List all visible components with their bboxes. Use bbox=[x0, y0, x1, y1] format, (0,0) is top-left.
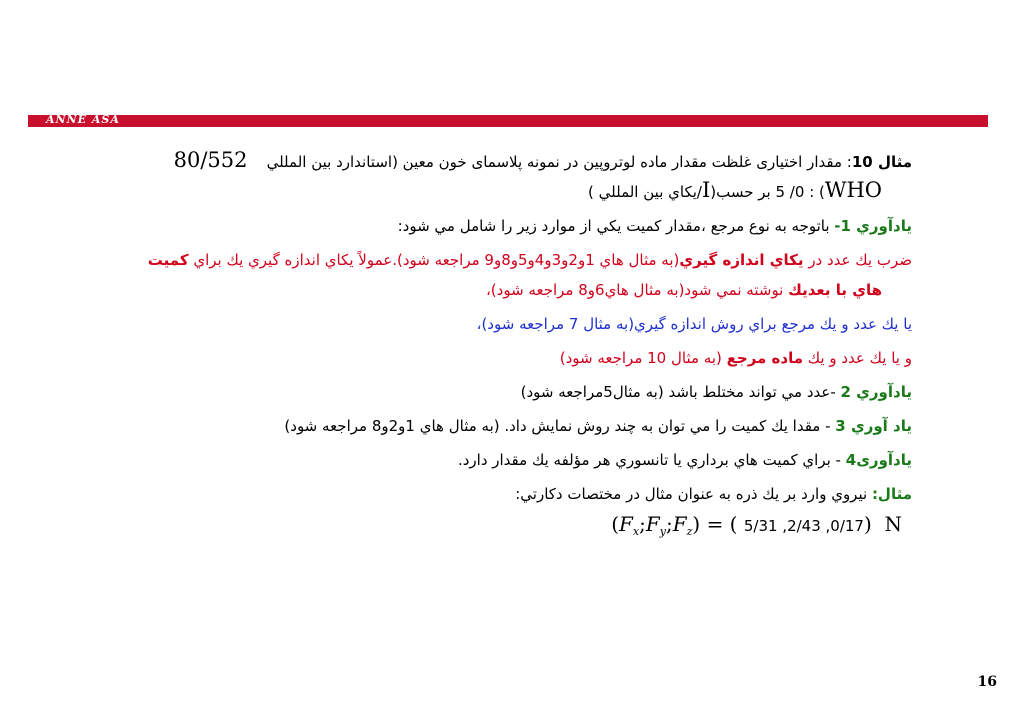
example-10-line2 bbox=[30, 175, 912, 207]
note-2-label: يادآوري 2 bbox=[840, 383, 912, 401]
note-1-red2-paragraph bbox=[30, 343, 912, 373]
formula-f3: F bbox=[672, 512, 687, 536]
note-1-red-d: كميت bbox=[147, 251, 189, 269]
who-label: WHO bbox=[824, 178, 882, 202]
formula-f2: F bbox=[645, 512, 660, 536]
force-formula bbox=[30, 507, 912, 549]
note-1-label: يادآوري 1- bbox=[834, 217, 912, 235]
formula-open: ( bbox=[611, 512, 619, 536]
example-text: نيروي وارد بر يك ذره به عنوان مثال در مختصات دكارتي: bbox=[515, 485, 872, 503]
formula-close: ) bbox=[863, 512, 872, 536]
formula-values: 5/31 ,2/43 ,0/17 bbox=[743, 517, 864, 535]
who-bracket: ) : bbox=[804, 183, 825, 201]
note-2-paragraph bbox=[30, 377, 912, 407]
note-1-paragraph bbox=[30, 211, 912, 241]
formula-f1: F bbox=[619, 512, 633, 536]
example-10-paragraph bbox=[30, 145, 912, 177]
formula-s3: z bbox=[686, 525, 693, 538]
who-unit-text: /يكاي بين المللي ) bbox=[588, 183, 702, 201]
formula-sep2: ; bbox=[665, 512, 673, 536]
note-1-red-e: هاي با بعديك bbox=[788, 281, 882, 299]
note-4-text: - براي كميت هاي برداري يا تانسوري هر مؤلفه يك مقدار دارد. bbox=[457, 451, 846, 469]
example-label: مثال: bbox=[871, 485, 912, 503]
header-bar bbox=[28, 115, 988, 127]
formula-s1: x bbox=[632, 525, 640, 538]
note-1-red-paragraph bbox=[30, 245, 912, 305]
who-unit-i: I bbox=[701, 178, 711, 202]
note-1-text: باتوجه به نوع مرجع ،مقدار كميت يكي از موارد زير را شامل مي شود: bbox=[397, 217, 835, 235]
header-logo: ANNE ASA bbox=[46, 113, 120, 126]
note-4-label: يادآوری4 bbox=[845, 451, 912, 469]
who-number: 5 /0 bbox=[775, 183, 805, 201]
example-10-label: مثال 10 bbox=[851, 153, 912, 171]
note-3-paragraph bbox=[30, 411, 912, 441]
note-1-red-c: (به مثال هاي 1و2و3و4و5و8و9 مراجعه شود).عمولاً يكاي اندازه گيري يك براي bbox=[188, 251, 680, 269]
note-1-blue-paragraph: يا يك عدد و يك مرجع براي روش اندازه گيري(به مثال 7 مراجعه شود)، bbox=[476, 315, 912, 333]
note-4-paragraph bbox=[30, 445, 912, 475]
note-1-red2-b: ماده مرجع bbox=[726, 349, 804, 367]
note-1-red-f: نوشته نمي شود(به مثال هاي6و8 مراجعه شود)، bbox=[485, 281, 789, 299]
example-10-value: 80/552 bbox=[173, 148, 248, 172]
note-1-red-b: يكاي اندازه گيري bbox=[679, 251, 804, 269]
who-per: بر حسب( bbox=[710, 183, 776, 201]
note-3-label: ياد آوري 3 bbox=[835, 417, 912, 435]
formula-close-eq: ) = ( bbox=[692, 512, 738, 536]
formula-s2: y bbox=[659, 525, 666, 538]
note-1-red-a: ضرب يك عدد در bbox=[803, 251, 912, 269]
note-2-text: -عدد مي تواند مختلط باشد (به مثال5مراجعه شود) bbox=[520, 383, 841, 401]
example-10-text: : مقدار اختیاری غلظت مقدار ماده لوتروپین در نمونه پلاسمای خون معین (استاندارد بین المللي bbox=[266, 153, 852, 171]
page-number: 16 bbox=[977, 674, 997, 690]
slide-content bbox=[30, 145, 912, 549]
example-paragraph bbox=[30, 479, 912, 509]
note-3-text: - مقدا يك كميت را مي توان به چند روش نمايش داد. (به مثال هاي 1و2و8 مراجعه شود) bbox=[284, 417, 836, 435]
formula-unit: N bbox=[884, 512, 902, 536]
note-1-red2-c: (به مثال 10 مراجعه شود) bbox=[559, 349, 727, 367]
note-1-red2-a: و يا يك عدد و يك bbox=[803, 349, 912, 367]
formula-sep1: ; bbox=[639, 512, 646, 536]
